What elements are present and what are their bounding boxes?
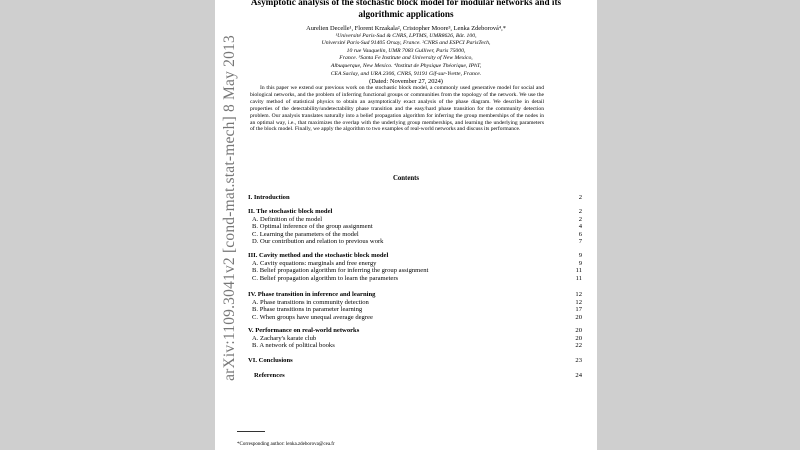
toc-page-number: 11 <box>575 267 582 274</box>
toc-label: I. Introduction <box>248 194 290 201</box>
toc-page-number: 23 <box>575 357 582 364</box>
paper-title: Asymptotic analysis of the stochastic block model for modular networks and its algorithmic applications <box>250 0 562 19</box>
toc-label: C. Learning the parameters of the model <box>252 230 359 238</box>
toc-label: C. When groups have unequal average degree <box>252 313 373 321</box>
toc-label: II. The stochastic block model <box>248 208 333 215</box>
toc-label: A. Definition of the model <box>252 215 323 223</box>
footnote-rule <box>237 431 265 432</box>
toc-subsection[interactable] <box>248 274 582 283</box>
toc-label: B. Optimal inference of the group assignment <box>252 223 373 230</box>
toc-label: V. Performance on real-world networks <box>248 327 360 334</box>
viewer-background-left <box>0 0 215 450</box>
toc-label: D. Our contribution and relation to previous work <box>252 238 384 245</box>
toc-page-number: 11 <box>575 274 582 282</box>
toc-page-number: 17 <box>575 306 582 313</box>
toc-page-number: 24 <box>575 372 582 379</box>
toc-section[interactable] <box>248 193 582 202</box>
toc-label: B. A network of political books <box>252 342 335 349</box>
affiliation-line: 10 rue Vauquelin, UMR 7083 Gulliver, Paris 75000, <box>346 47 466 54</box>
toc-label: B. Phase transitions in parameter learning <box>252 306 363 313</box>
toc-page-number: 2 <box>578 215 582 223</box>
affiliation-line: Albuquerque, New Mexico. ⁴Institut de Physique Théorique, IPhT, <box>330 62 482 69</box>
toc-page-number: 9 <box>578 252 582 259</box>
toc-page-number: 20 <box>575 327 582 334</box>
toc-label: A. Zachary's karate club <box>252 334 317 342</box>
date-line: (Dated: November 27, 2024) <box>369 78 443 86</box>
footnote: *Corresponding author: lenka.zdeborova@cea.fr <box>237 442 335 447</box>
toc-subsection[interactable] <box>248 237 582 246</box>
toc-label: A. Cavity equations: marginals and free energy <box>252 259 377 267</box>
affiliation-line: France. ³Santa Fe Institute and University of New Mexico, <box>339 55 473 62</box>
toc-page-number: 12 <box>575 291 582 298</box>
viewer-background-right <box>597 0 800 450</box>
contents-heading: Contents <box>392 175 420 182</box>
toc-subsection[interactable] <box>248 313 582 322</box>
toc-subsection[interactable] <box>248 341 582 350</box>
toc-page-number: 20 <box>575 313 582 321</box>
abstract: In this paper we extend our previous work on the stochastic block model, a commonly used generative model for social and biological networks, and the problem of inferring functional groups or communities from the topology of the network. We use the cavity method of statistical physics to obtain an asymptotically exact analysis of the phase diagram. We describe in detail properties of the detectability/undetectability phase transition and the easy/hard phase transition for the community detection problem. Our analysis translates naturally into a belief propagation algorithm for inferring the group memberships of the nodes in an optimal way, i.e., that maximizes the overlap with the underlying group memberships, and learning the underlying parameters of the block model. Finally, we apply the algorithm to two examples of real-world networks and discuss its performance. <box>250 85 544 133</box>
toc-page-number: 6 <box>578 230 582 238</box>
toc-section[interactable] <box>248 371 582 380</box>
affiliation-line: CEA Saclay, and URA 2306, CNRS, 91191 Gif-sur-Yvette, France. <box>330 70 482 77</box>
toc-label: III. Cavity method and the stochastic block model <box>248 252 389 259</box>
toc-label: A. Phase transitions in community detection <box>252 298 369 306</box>
toc-label: C. Belief propagation algorithm to learn the parameters <box>252 274 399 282</box>
toc-page-number: 7 <box>578 238 582 245</box>
affiliation-line: Université Paris-Sud 91405 Orsay, France. ²CNRS and ESPCI ParisTech, <box>321 40 491 47</box>
toc-page-number: 12 <box>575 298 582 306</box>
toc-label: VI. Conclusions <box>248 357 293 364</box>
toc-page-number: 2 <box>578 208 582 215</box>
toc-page-number: 22 <box>575 342 582 349</box>
toc-page-number: 4 <box>578 223 582 230</box>
affiliation-line: ¹Université Paris-Sud & CNRS, LPTMS, UMR8626, Bât. 100, <box>335 32 477 39</box>
authors-block <box>233 25 579 86</box>
toc-label: IV. Phase transition in inference and learning <box>248 291 376 298</box>
toc-page-number: 20 <box>575 334 582 342</box>
toc-page-number: 2 <box>578 194 582 201</box>
toc-page-number: 9 <box>578 259 582 267</box>
toc-section[interactable] <box>248 356 582 365</box>
toc-label: B. Belief propagation algorithm for inferring the group assignment <box>252 267 429 274</box>
toc-label: References <box>254 372 285 379</box>
arxiv-identifier: arXiv:1109.3041v2 [cond-mat.stat-mech] 8 May 2013 <box>221 35 238 381</box>
authors-line: Aurelien Decelle¹, Florent Krzakala², Cristopher Moore³, Lenka Zdeborová⁴,* <box>306 25 506 32</box>
